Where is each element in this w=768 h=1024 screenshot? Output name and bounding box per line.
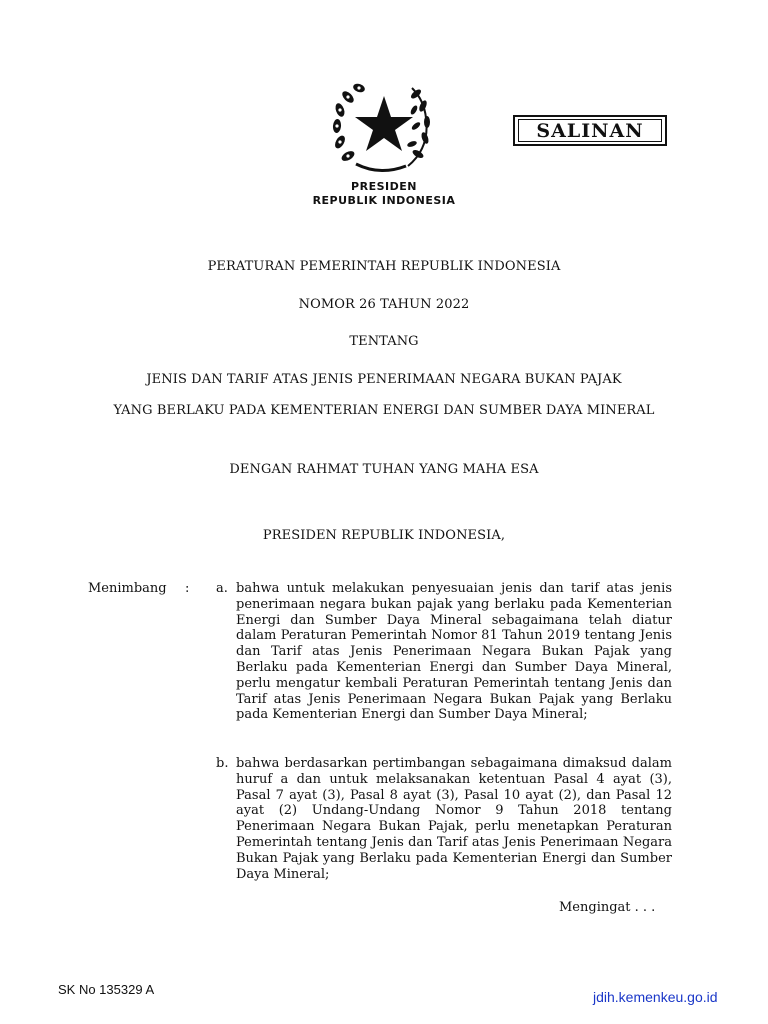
next-page-indicator: Mengingat . . .	[559, 900, 656, 915]
subject-line-1: JENIS DAN TARIF ATAS JENIS PENERIMAAN NEGARA BUKAN PAJAK	[146, 372, 622, 387]
regulation-number: NOMOR 26 TAHUN 2022	[298, 297, 470, 312]
header-presiden: PRESIDEN	[351, 180, 417, 193]
considering-item-text: bahwa untuk melakukan penyesuaian jenis dan tarif atas jenis penerimaan negara bukan pajak yang berlaku pada Kementerian Energi dan Sumber Daya Mineral sebagaimana telah diatur dalam Peraturan Pemerintah Nomor 81 Tahun 2019 tentang Jenis dan Tarif atas Jenis Penerimaan Negara Bukan Pajak yang Berlaku pada Kementerian Energi dan Sumber Daya Mineral, perlu mengatur kembali Peraturan Pemerintah tentang Jenis dan Tarif atas Jenis Penerimaan Negara Bukan Pajak yang Berlaku pada Kementerian Energi dan Sumber Daya Mineral;	[236, 581, 672, 723]
president-line: PRESIDEN REPUBLIK INDONESIA,	[262, 528, 506, 543]
sk-number: SK No 135329 A	[58, 982, 155, 997]
considering-item-text: bahwa berdasarkan pertimbangan sebagaimana dimaksud dalam huruf a dan untuk melaksanakan ketentuan Pasal 4 ayat (3), Pasal 7 ayat (3), Pasal 8 ayat (3), Pasal 10 ayat (2), dan Pasal 12 ayat (2) Undang-Undang Nomor 9 Tahun 2018 tentang Penerimaan Negara Bukan Pajak, perlu menetapkan Peraturan Pemerintah tentang Jenis dan Tarif atas Jenis Penerimaan Negara Bukan Pajak yang Berlaku pada Kementerian Energi dan Sumber Daya Mineral;	[236, 756, 672, 882]
regulation-title: PERATURAN PEMERINTAH REPUBLIK INDONESIA	[207, 259, 561, 274]
presidential-seal-icon	[326, 78, 434, 178]
about-heading: TENTANG	[349, 334, 419, 349]
header-republik-indonesia: REPUBLIK INDONESIA	[312, 194, 456, 207]
considering-label: Menimbang	[88, 581, 167, 596]
subject-line-2: YANG BERLAKU PADA KEMENTERIAN ENERGI DAN SUMBER DAYA MINERAL	[113, 403, 655, 418]
considering-colon: :	[185, 581, 190, 596]
considering-item-letter: a.	[216, 581, 228, 596]
salinan-stamp	[513, 115, 667, 146]
website-link[interactable]: jdih.kemenkeu.go.id	[593, 989, 718, 1005]
considering-item-letter: b.	[216, 756, 229, 771]
salinan-label: SALINAN	[518, 119, 662, 142]
blessing-line: DENGAN RAHMAT TUHAN YANG MAHA ESA	[229, 462, 539, 477]
